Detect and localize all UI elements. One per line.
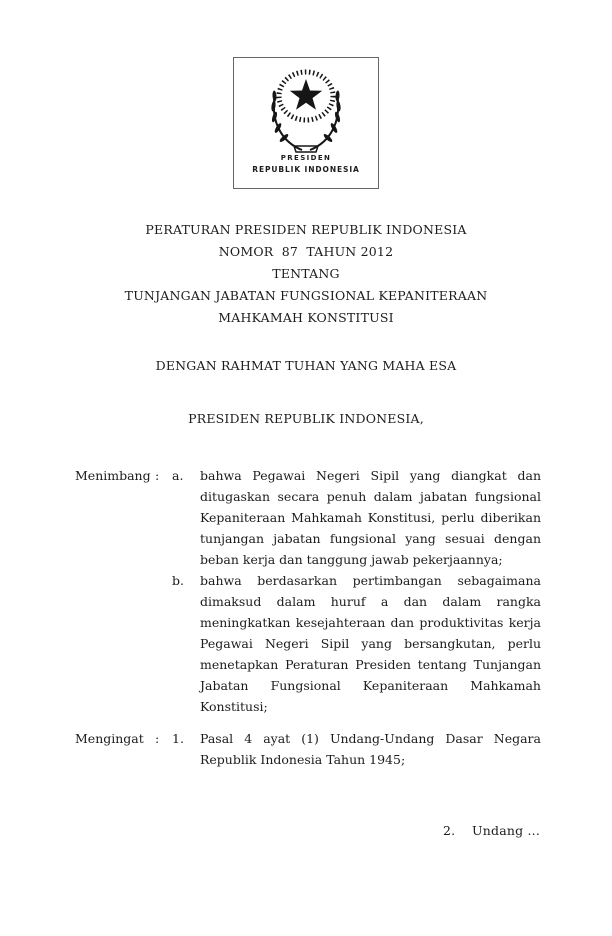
title-line-peraturan: PERATURAN PRESIDEN REPUBLIK INDONESIA xyxy=(145,222,467,237)
emblem-org-line1: PRESIDEN xyxy=(280,154,332,162)
menimbang-label: Menimbang xyxy=(75,468,151,483)
menimbang-section xyxy=(75,465,541,717)
emblem-org-line2: REPUBLIK INDONESIA xyxy=(252,165,360,174)
item-text: bahwa berdasarkan pertimbangan sebagaimana dimaksud dalam huruf a dan dalam rangka meningkatkan kesejahteraan dan produktivitas kerja Pegawai Negeri Sipil yang bersangkutan, perlu menetapkan Peraturan Presiden tentang Tunjangan Jabatan Fungsional Kepaniteraan Mahkamah Konstitusi; xyxy=(200,573,541,714)
menimbang-items xyxy=(172,465,541,717)
title-line-subject-2: MAHKAMAH KONSTITUSI xyxy=(218,310,394,325)
item-marker: a. xyxy=(172,468,184,483)
item-marker: 1. xyxy=(172,731,184,746)
regulation-title xyxy=(0,219,612,329)
menimbang-colon: : xyxy=(155,468,160,483)
title-line-nomor: NOMOR 87 TAHUN 2012 xyxy=(218,244,394,259)
item-text: bahwa Pegawai Negeri Sipil yang diangkat dan ditugaskan secara penuh dalam jabatan fungsional Kepaniteraan Mahkamah Konstitusi, perlu diberikan tunjangan jabatan fungsional yang sesuai dengan beban kerja dan tanggung jawab pekerjaannya; xyxy=(200,468,541,567)
star-wreath-emblem-icon xyxy=(250,62,362,154)
item-marker: b. xyxy=(172,573,184,588)
list-item xyxy=(172,465,541,570)
mengingat-section xyxy=(75,728,541,770)
item-text: Pasal 4 ayat (1) Undang-Undang Dasar Negara Republik Indonesia Tahun 1945; xyxy=(200,731,541,767)
mengingat-colon: : xyxy=(155,731,160,746)
list-item xyxy=(172,728,541,770)
title-line-tentang: TENTANG xyxy=(272,266,340,281)
title-line-subject-1: TUNJANGAN JABATAN FUNGSIONAL KEPANITERAAN xyxy=(124,288,488,303)
list-item xyxy=(172,570,541,717)
mengingat-items xyxy=(172,728,541,770)
page-catchword: 2. Undang ... xyxy=(442,823,540,838)
rahmat-line: DENGAN RAHMAT TUHAN YANG MAHA ESA xyxy=(155,358,457,373)
presiden-line: PRESIDEN REPUBLIK INDONESIA, xyxy=(188,411,424,426)
national-emblem xyxy=(233,57,379,189)
mengingat-label: Mengingat xyxy=(75,731,144,746)
